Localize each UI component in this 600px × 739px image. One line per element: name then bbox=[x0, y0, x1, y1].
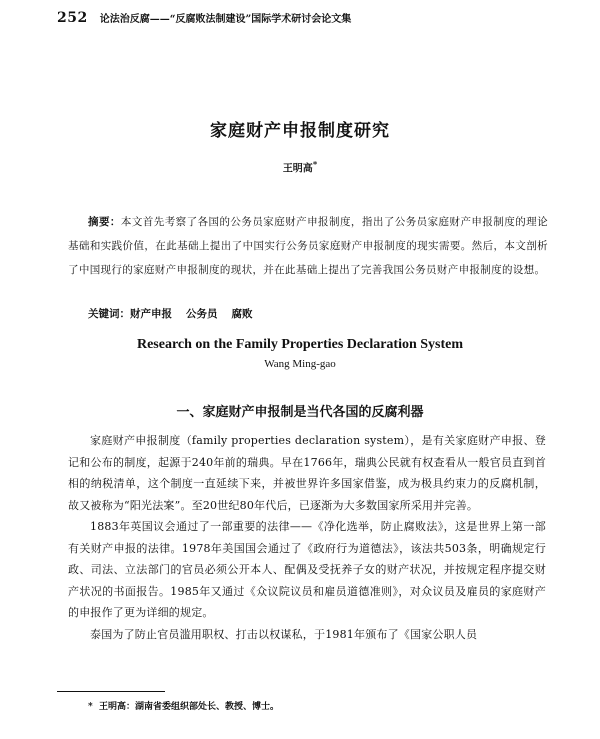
keyword: 财产申报 bbox=[130, 308, 172, 320]
article-title-en: Research on the Family Properties Declaration System bbox=[136, 337, 464, 352]
keywords bbox=[88, 306, 267, 321]
author-cn bbox=[0, 159, 600, 174]
section-heading: 一、家庭财产申报制是当代各国的反腐利器 bbox=[176, 405, 424, 420]
body-paragraph: 泰国为了防止官员滥用职权、打击以权谋私，于1981年颁布了《国家公职人员 bbox=[90, 627, 478, 641]
page-number: 252 bbox=[57, 10, 88, 26]
keyword: 公务员 bbox=[186, 308, 218, 320]
abstract-text: 本文首先考察了各国的公务员家庭财产申报制度，指出了公务员家庭财产申报制度的理论基础和实践价值，在此基础上提出了中国实行公务员家庭财产申报制度的现实需要。然后，本文剖析了中国现行的家庭财产申报制度的现状，并在此基础上提出了完善我国公务员财产申报制度的设想。 bbox=[68, 216, 548, 276]
footnote-mark: * bbox=[88, 702, 93, 712]
footnote-divider bbox=[57, 691, 165, 692]
body-paragraph: 1883年英国议会通过了一部重要的法律——《净化选举，防止腐败法》，这是世界上第一部有关财产申报的法律。1978年美国国会通过了《政府行为道德法》，该法共503条，明确规定行政、司法、立法部门的官员必须公开本人、配偶及受抚养子女的财产状况，并按规定程序提交财产状况的书面报告。1985年又通过《众议院议员和雇员道德准则》，对众议员及雇员的家庭财产的申报作了更为详细的规定。 bbox=[68, 520, 546, 619]
author-en: Wang Ming-gao bbox=[264, 358, 336, 370]
author-footnote-mark: * bbox=[312, 159, 318, 169]
book-title: 论法治反腐——“反腐败法制建设”国际学术研讨会论文集 bbox=[99, 14, 352, 25]
footnote-text: 王明高：湖南省委组织部处长、教授、博士。 bbox=[99, 702, 280, 712]
author-name-cn: 王明高 bbox=[282, 163, 313, 175]
keyword: 腐败 bbox=[231, 308, 253, 320]
abstract-label: 摘要： bbox=[88, 216, 121, 228]
footnote bbox=[88, 699, 279, 712]
abstract bbox=[68, 210, 548, 282]
body-paragraph: 家庭财产申报制度（family properties declaration system），是有关家庭财产申报、登记和公布的制度，起源于240年前的瑞典。早在1766年，瑞典公民就有权查看从一般官员直到首相的纳税清单，这个制度一直延续下来，并被世界许多国家借鉴，成为极具约束力的反腐机制，故又被称为“阳光法案”。至20世纪80年代后，已逐渐为大多数国家所采用并完善。 bbox=[68, 434, 546, 512]
body-text bbox=[68, 430, 546, 645]
article-title-cn: 家庭财产申报制度研究 bbox=[210, 121, 390, 141]
keywords-label: 关键词： bbox=[88, 308, 130, 320]
running-head bbox=[57, 10, 560, 26]
